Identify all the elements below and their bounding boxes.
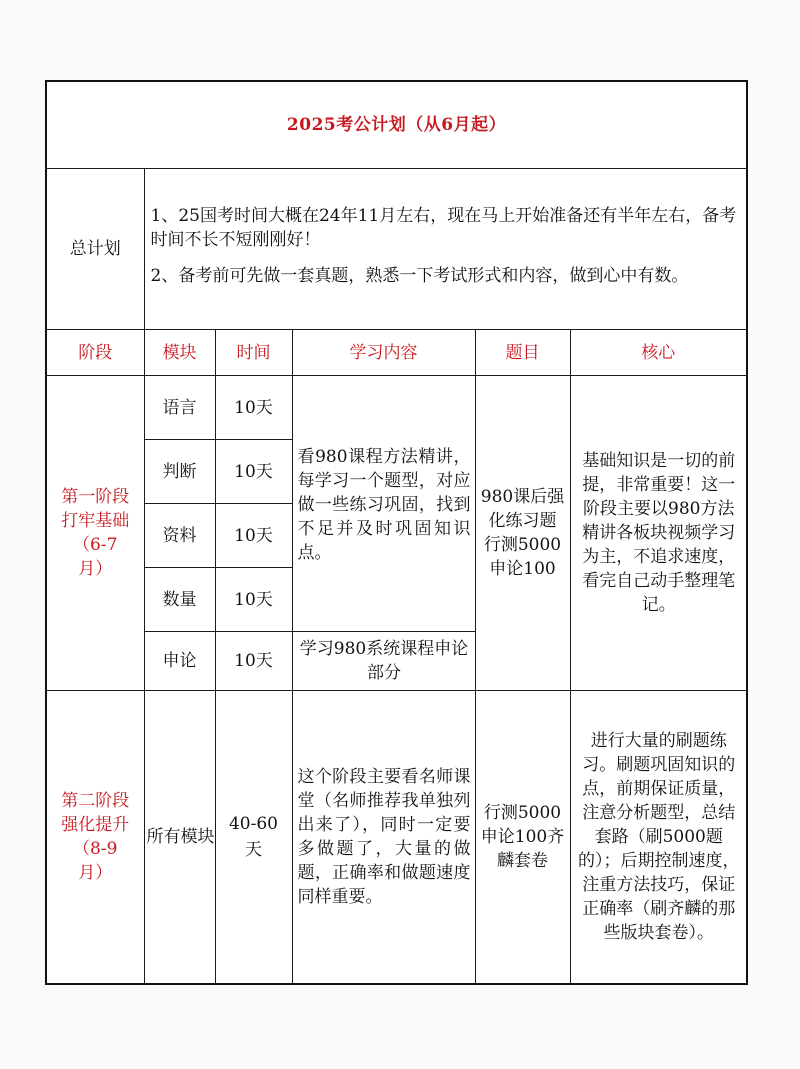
stage-1-name-line4: 月） — [78, 559, 113, 579]
stage-2-content: 这个阶段主要看名师课堂（名师推荐我单独列出来了），同时一定要多做题了，大量的做题，正确率和做题速度同样重要。 — [292, 691, 475, 985]
stage-1-name — [46, 376, 144, 691]
stage-1-name-line3: （6-7 — [73, 535, 118, 555]
stage-2-name-line1: 第二阶段 — [61, 791, 130, 811]
overview-body — [144, 169, 747, 330]
stage-2-name-line4: 月） — [78, 863, 113, 883]
study-plan-table — [45, 80, 748, 985]
stage-1-time: 10天 — [215, 440, 292, 504]
page-title: 2025考公计划（从6月起） — [46, 81, 747, 169]
stage-1-name-line2: 打牢基础 — [61, 511, 130, 531]
stage-1-time: 10天 — [215, 504, 292, 568]
stage-1-module: 申论 — [144, 632, 215, 691]
stage-1-module: 资料 — [144, 504, 215, 568]
stage-1-time: 10天 — [215, 376, 292, 440]
stage-2-name-line3: （8-9 — [73, 839, 118, 859]
overview-point-2: 2、备考前可先做一套真题，熟悉一下考试形式和内容，做到心中有数。 — [150, 266, 689, 286]
stage-1-content: 看980课程方法精讲，每学习一个题型，对应做一些练习巩固，找到不足并及时巩固知识点。 — [292, 376, 475, 632]
stage-2-module: 所有模块 — [144, 691, 215, 985]
stage-1-module: 判断 — [144, 440, 215, 504]
stage-1-module: 语言 — [144, 376, 215, 440]
stage-1-name-line1: 第一阶段 — [61, 487, 130, 507]
overview-label: 总计划 — [46, 169, 144, 330]
stage-2-name — [46, 691, 144, 985]
stage-1-essay-content: 学习980系统课程申论部分 — [292, 632, 475, 691]
header-core: 核心 — [570, 330, 747, 376]
stage-2-topics: 行测5000申论100齐麟套卷 — [475, 691, 570, 985]
stage-1-core: 基础知识是一切的前提，非常重要！这一阶段主要以980方法精讲各板块视频学习为主，不追求速度，看完自己动手整理笔记。 — [570, 376, 747, 691]
overview-point-1: 1、25国考时间大概在24年11月左右，现在马上开始准备还有半年左右，备考时间不长不短刚刚好！ — [150, 206, 737, 250]
stage-2-time: 40-60天 — [215, 691, 292, 985]
stage-1-topics: 980课后强化练习题 行测5000申论100 — [475, 376, 570, 691]
stage-2-core: 进行大量的刷题练习。刷题巩固知识的点，前期保证质量，注意分析题型，总结套路（刷5000题的）；后期控制速度，注重方法技巧，保证正确率（刷齐麟的那些版块套卷）。 — [570, 691, 747, 985]
header-topics: 题目 — [475, 330, 570, 376]
header-time: 时间 — [215, 330, 292, 376]
header-module: 模块 — [144, 330, 215, 376]
stage-1-module: 数量 — [144, 568, 215, 632]
stage-2-name-line2: 强化提升 — [61, 815, 130, 835]
stage-1-time: 10天 — [215, 568, 292, 632]
header-stage: 阶段 — [46, 330, 144, 376]
stage-1-time: 10天 — [215, 632, 292, 691]
header-content: 学习内容 — [292, 330, 475, 376]
